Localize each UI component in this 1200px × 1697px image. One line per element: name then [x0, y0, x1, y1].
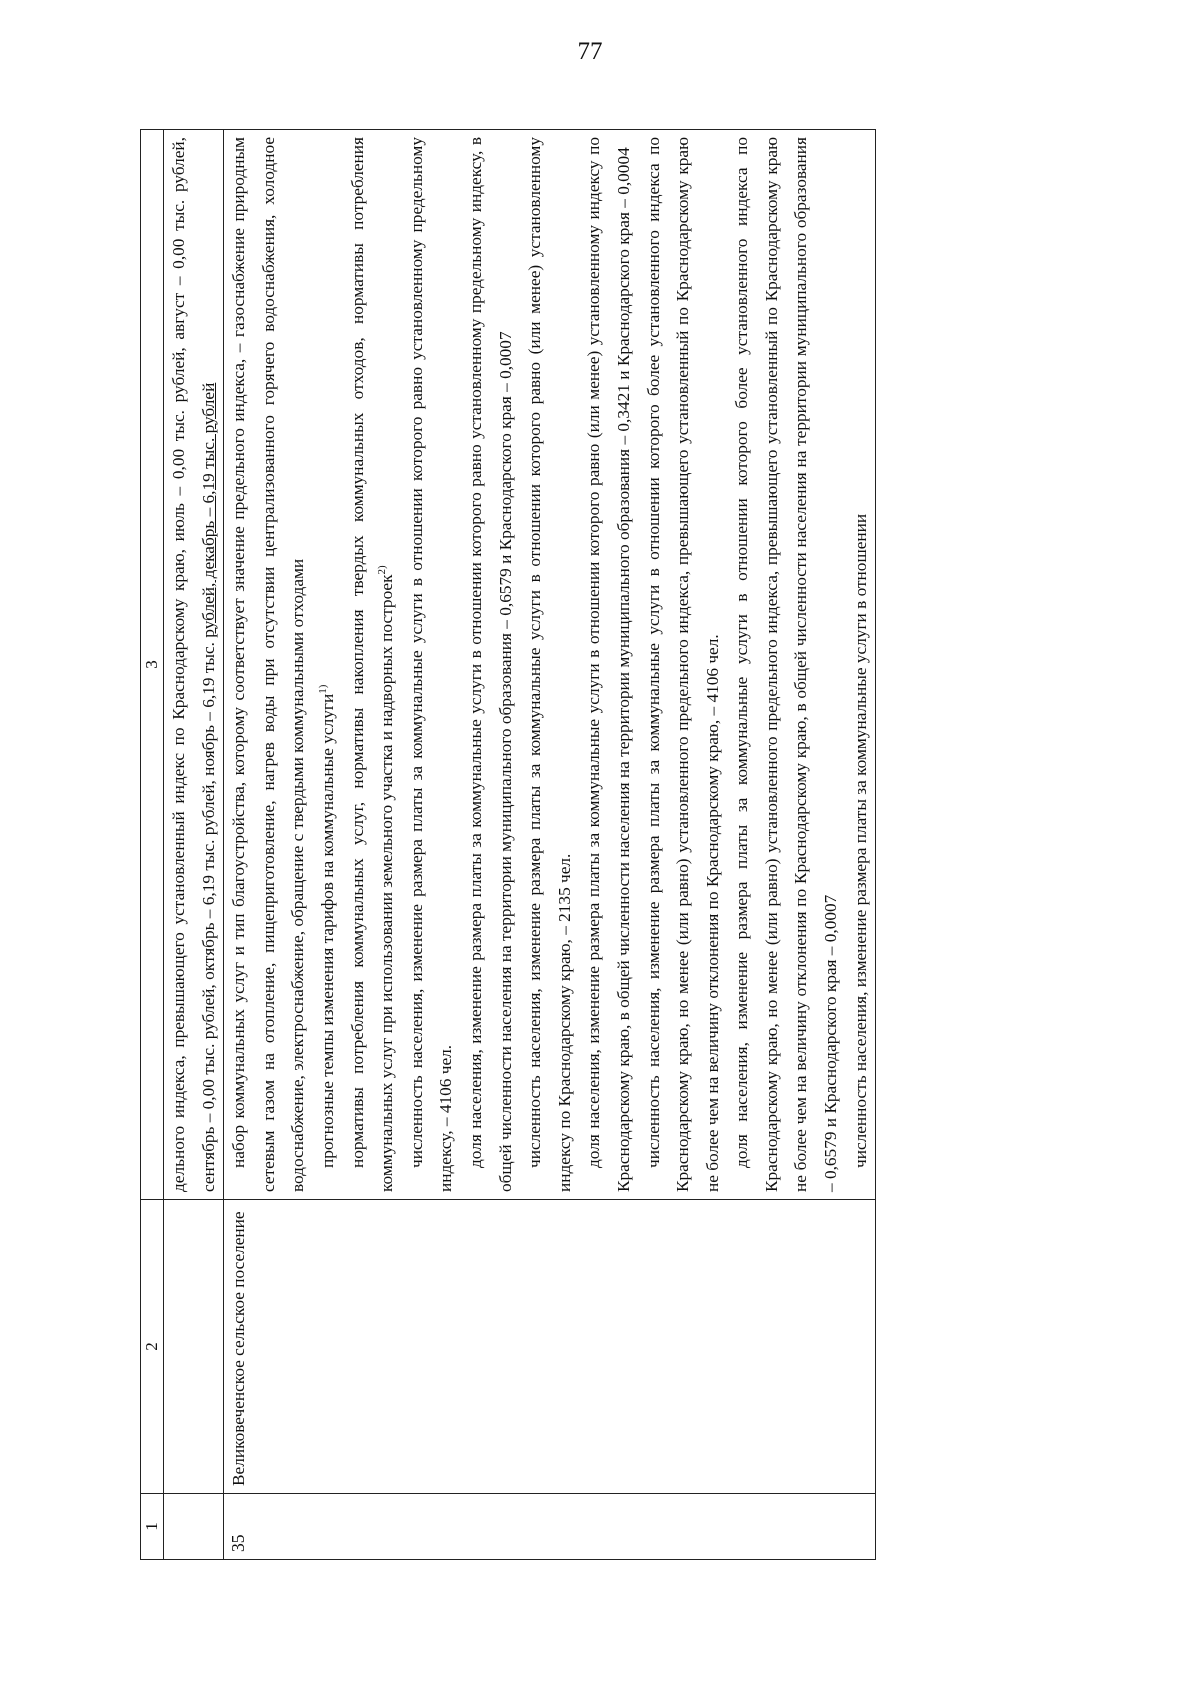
continued-paragraph: [164, 137, 223, 1192]
table-header-row: [141, 130, 164, 1560]
paragraph-population-between: численность населения, изменение размера платы за коммунальные услуги в отношении которого более установленного индекса по Краснодарскому краю, но менее (или равно) установленного предельного индекса, превышающего установленный по Краснодарскому краю не более чем на величину отклонения по Краснодарскому краю, – 4106 чел.: [643, 137, 722, 1192]
tariff-rates-text: прогнозные темпы изменения тарифов на коммунальные услуги: [317, 693, 337, 1168]
paragraph-population-equal: численность населения, изменение размера платы за коммунальные услуги в отношении которого равно установленному предельному индексу, – 4106 чел.: [406, 137, 456, 1192]
header-cell-1: 1: [141, 1494, 164, 1560]
paragraph-share-between: доля населения, изменение размера платы за коммунальные услуги в отношении которого более установленного индекса по Краснодарскому краю, но менее (или равно) установленного предельного индекса, превышающего установленный по Краснодарскому краю не более чем на величину отклонения по Краснодарскому краю, в общей численности населения на территории муниципального образования – 0,6579 и Краснодарского края – 0,0007: [732, 137, 841, 1192]
rotated-table-container: [140, 130, 1070, 1560]
indicators-cell: [224, 130, 876, 1200]
paragraph-share-equal: доля населения, изменение размера платы за коммунальные услуги в отношении которого равно установленному предельному индексу, в общей численности населения на территории муниципального образования – 0,6579 и Краснодарского края – 0,0007: [465, 137, 515, 1192]
consumption-norms-text: нормативы потребления коммунальных услуг, нормативы накопления твердых коммунальных отходов, нормативы потребления коммунальных услуг при использовании земельного участка и надворных построек: [347, 137, 397, 1192]
footnote-mark-1: 1): [317, 684, 330, 694]
continued-number-cell: [164, 1494, 224, 1560]
row-number-cell: 35: [224, 1494, 876, 1560]
settlement-name-cell: Великовеченское сельское поселение: [224, 1200, 876, 1494]
footnote-mark-2: 2): [376, 565, 389, 575]
header-cell-2: 2: [141, 1200, 164, 1494]
header-cell-3: 3: [141, 130, 164, 1200]
paragraph-consumption-norms: [343, 137, 402, 1192]
paragraph-share-less: доля населения, изменение размера платы за коммунальные услуги в отношении которого равно (или менее) установленному индексу по Краснодарскому краю, в общей численности населения на территории муниципального образования – 0,3421 и Краснодарского края – 0,0004: [584, 137, 633, 1192]
paragraph-population-less: численность населения, изменение размера платы за коммунальные услуги в отношении которого равно (или менее) установленному индексу по Краснодарскому краю, – 2135 чел.: [525, 137, 574, 1192]
regional-index-table: [140, 129, 876, 1560]
continued-text-underlined: рублей, декабрь – 6,19 тыс. рублей: [198, 382, 218, 638]
paragraph-tariff-rates: [313, 137, 343, 1192]
table-row: [224, 130, 876, 1560]
continued-text-cell: [164, 130, 224, 1200]
table-row-continued: [164, 130, 224, 1560]
continued-text: дельного индекса, превышающего установленный индекс по Краснодарскому краю, июль – 0,00 тыс. рублей, август – 0,00 тыс. рублей, сентябрь – 0,00 тыс. рублей, октябрь – 6,19 тыс. рублей, ноябрь – 6,19 тыс.: [169, 137, 218, 1192]
paragraph-population-next: численность населения, изменение размера платы за коммунальные услуги в отношении: [850, 513, 870, 1168]
paragraph-services-set: набор коммунальных услуг и тип благоустройства, которому соответствует значение предельного индекса, – газоснабжение природным сетевым газом на отопление, пищеприготовление, нагрев воды при отсутствии централизованного горячего водоснабжения, холодное водоснабжение, электроснабжение, обращение с твердыми коммунальными отходами: [229, 137, 308, 1192]
continued-settlement-cell: [164, 1200, 224, 1494]
page-number: 77: [577, 38, 603, 65]
